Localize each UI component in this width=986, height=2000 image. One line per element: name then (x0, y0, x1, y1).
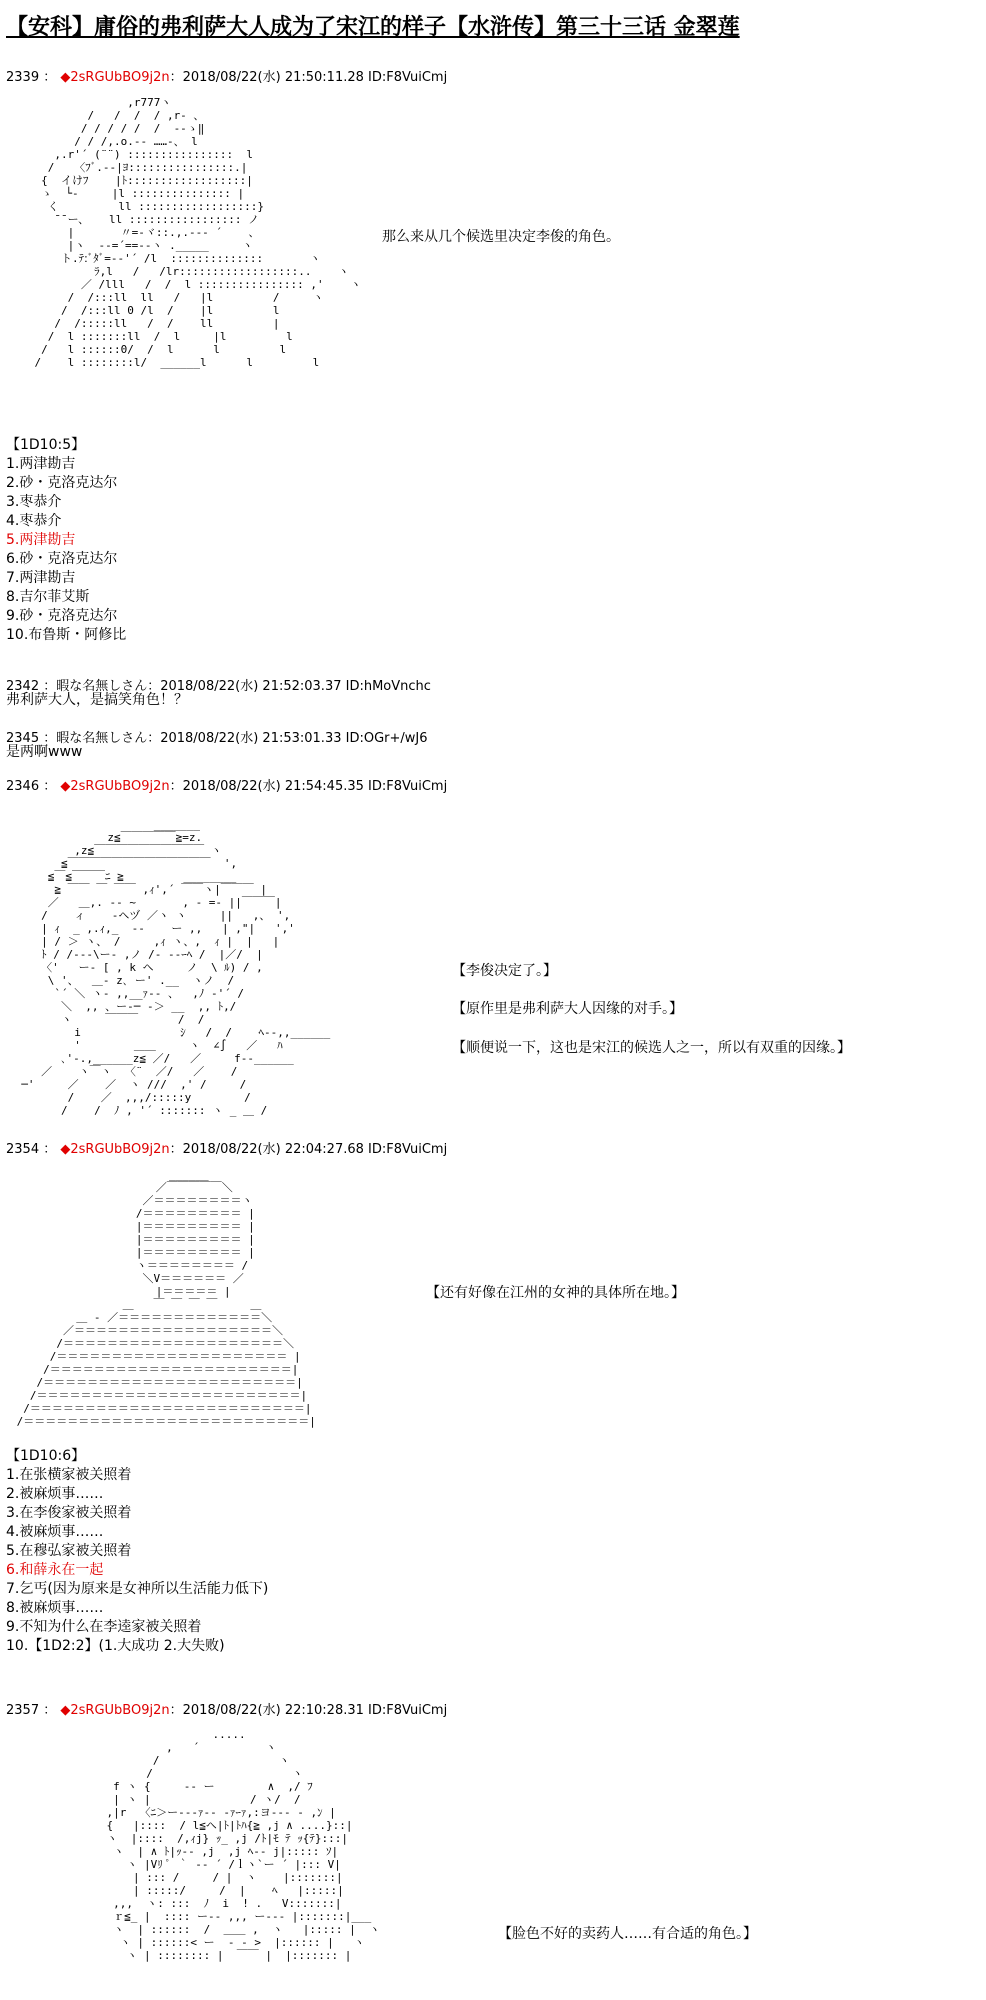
post-text-2354: 【还有好像在江州的女神的具体所在地。】 (426, 1285, 685, 1301)
post-text-2339: 那么来从几个候选里决定李俊的角色。 (382, 229, 620, 245)
dice-option: 10.布鲁斯・阿修比 (6, 627, 127, 643)
dice-option: 5.在穆弘家被关照着 (6, 1543, 132, 1559)
poster-trip: ◆2sRGUbBO9j2n (60, 1142, 170, 1157)
poster-trip: ◆2sRGUbBO9j2n (60, 1703, 170, 1718)
dice-option: 8.吉尔菲艾斯 (6, 589, 90, 605)
post-datetime-id: ：2018/08/22(水) 21:50:11.28 ID:F8VuiCmj (169, 70, 448, 85)
dice-option: 6.和薛永在一起 (6, 1562, 104, 1578)
poster-trip: ◆2sRGUbBO9j2n (60, 70, 170, 85)
dice-option: 8.被麻烦事…… (6, 1600, 104, 1616)
post-header-2354: 2354 ： ◆2sRGUbBO9j2n：2018/08/22(水) 22:04:27.68 ID:F8VuiCmj (6, 1142, 448, 1157)
dice-option: 3.枣恭介 (6, 494, 62, 510)
thread-title[interactable]: 【安科】庸俗的弗利萨大人成为了宋江的样子【水浒传】第三十三话 金翠莲 (6, 15, 740, 40)
post-text-line: 【顺便说一下，这也是宋江的候选人之一，所以有双重的因缘。】 (452, 1040, 851, 1056)
dice-option: 1.在张横家被关照着 (6, 1467, 132, 1483)
post-header-2342: 2342 ：暇な名無しさん：2018/08/22(水) 21:52:03.37 ID:hMoVnchc (6, 679, 431, 694)
ascii-art-character: ..... , ´ ヽ / ヽ / ヽ f ヽ { -- ー ∧ ,/ ﾌ | ヽ | / ヽ/ / ,|r 〈ﾆ＞ー---ｧ-‐ ‐ｧｰｧ,:ヨ‐-- - ,ﾝ | { |:::: / l≦ヘ|ﾄ|ﾄﾊ{≧ ,j ∧ ....}::| ヽ |:::: /,ｨj} ｯ_ ,j /ﾄ|ﾓ ﾃ ｯ{ﾃ}:::| ヽ | ∧ ﾄ|ｯ-- ,j ,j ﾍ-- j|::::: ｿ| ヽ |Vﾘ ﾟ ｀ -- ´ /ｌヽ`ー ´ |::: V| | ::: / / | ヽ |:::::::| | :::::/ / | ﾍ |:::::| ,,, ヽ: ::: ﾉ i ! . V:::::::| ｒ≦_ | :::: ー-- ,,, ー--- |:::::::|___ ヽ | :::::: / ＿＿ , ヽ |::::: | ヽ ヽ | ::::::< ー ‐ ‐ > |:::::: | ヽ ヽ | :::::::: | ￣￣ | |::::::: | (106, 1728, 381, 1962)
dice-option: 4.枣恭介 (6, 513, 62, 529)
dice-roll-label: 【1D10:5】 (6, 437, 86, 453)
post-datetime-id: ：2018/08/22(水) 22:10:28.31 ID:F8VuiCmj (169, 1703, 448, 1718)
thread-title-bar (0, 0, 986, 62)
post-header-2346: 2346 ： ◆2sRGUbBO9j2n：2018/08/22(水) 21:54:45.35 ID:F8VuiCmj (6, 779, 448, 794)
dice-options-list (6, 455, 126, 645)
post-number[interactable]: 2346 (6, 779, 40, 794)
post-header-2345: 2345 ：暇な名無しさん：2018/08/22(水) 21:53:01.33 ID:OGr+/wJ6 (6, 731, 428, 746)
post-number[interactable]: 2354 (6, 1142, 40, 1157)
post-datetime-id: ：2018/08/22(水) 22:04:27.68 ID:F8VuiCmj (169, 1142, 448, 1157)
post-number[interactable]: 2339 (6, 70, 40, 85)
dice-option: 2.被麻烦事…… (6, 1486, 104, 1502)
dice-roll-label: 【1D10:6】 (6, 1448, 86, 1464)
ascii-art-character: ,r777ヽ / / / / ,r- 、 / / / / / / -‐ゝ‖ / / /,.o.-‐ ……‐、 l ,.r'´ (¨¨) :::::::::::::::: l / 〈ﾌﾞ.‐-|ﾖ::::::::::::::::.| { イけﾌ |ﾄ::::::::::::::::::| ゝ └‐ |l ::::::::::::::: | く ll ::::::::::::::::::} ̄ ̄ ー、 ll ::::::::::::::::: ノ | 〃=‐ヾ::.,.-‐‐ ´ 、 |ヽ -‐=´==-‐ヽ ._____ ヽ ト.ﾃ:ﾞﾀﾞ=-‐'´ /l :::::::::::::: ヽ ﾗ,l / /lr::::::::::::::::::.. ヽ ／ /lll / / l :::::::::::::::: ,' ヽ / /:::ll ll / |l / ヽ / /:::ll 0 /l / |l l / /:::::ll / / ll | / l :::::::ll / l |l l / l ::::::0/ / l l l / l ::::::::l/ ______l l l (34, 96, 362, 369)
poster-trip: ◆2sRGUbBO9j2n (60, 779, 170, 794)
dice-option: 9.砂・克洛克达尔 (6, 608, 118, 624)
dice-options-list (6, 1466, 268, 1656)
post-datetime-id: ：2018/08/22(水) 21:54:45.35 ID:F8VuiCmj (169, 779, 448, 794)
ascii-art-character: ______ ／￣￣￣￣￣＼ ／＝＝＝＝＝＝＝＝ヽ /＝＝＝＝＝＝＝＝＝ | |＝＝＝＝＝＝＝＝＝ | |＝＝＝＝＝＝＝＝＝ | |＝＝＝＝＝＝＝＝＝ | ヽ＝＝＝＝＝＝＝＝ / ＼V＝＝＝＝＝＝ ／ |＝＝＝＝＝ | ＿ ￣ ￣ ￣ ￣ ＿ ＿ ‐ ／＝＝＝＝＝＝＝＝＝＝＝＝＝＼ ／＝＝＝＝＝＝＝＝＝＝＝＝＝＝＝＝＝＝＼ /＝＝＝＝＝＝＝＝＝＝＝＝＝＝＝＝＝＝＝＝＼ /＝＝＝＝＝＝＝＝＝＝＝＝＝＝＝＝＝＝＝＝＝ | /＝＝＝＝＝＝＝＝＝＝＝＝＝＝＝＝＝＝＝＝＝＝| /＝＝＝＝＝＝＝＝＝＝＝＝＝＝＝＝＝＝＝＝＝＝＝| /＝＝＝＝＝＝＝＝＝＝＝＝＝＝＝＝＝＝＝＝＝＝＝＝| /＝＝＝＝＝＝＝＝＝＝＝＝＝＝＝＝＝＝＝＝＝＝＝＝＝| /＝＝＝＝＝＝＝＝＝＝＝＝＝＝＝＝＝＝＝＝＝＝＝＝＝＝| (16, 1168, 316, 1428)
dice-option: 5.两津勘吉 (6, 532, 76, 548)
dice-option: 3.在李俊家被关照着 (6, 1505, 132, 1521)
dice-option: 2.砂・克洛克达尔 (6, 475, 118, 491)
dice-option: 1.两津勘吉 (6, 456, 76, 472)
dice-option: 7.两津勘吉 (6, 570, 76, 586)
post-text-line: 【原作里是弗利萨大人因缘的对手。】 (452, 1001, 683, 1017)
dice-option: 4.被麻烦事…… (6, 1524, 104, 1540)
post-header-2339: 2339 ： ◆2sRGUbBO9j2n：2018/08/22(水) 21:50:11.28 ID:F8VuiCmj (6, 70, 448, 85)
dice-option: 7.乞丐(因为原来是女神所以生活能力低下) (6, 1581, 269, 1597)
post-text-line: 【李俊决定了。】 (452, 963, 557, 979)
post-text-2345: 是两啊www (6, 744, 83, 760)
dice-option: 6.砂・克洛克达尔 (6, 551, 118, 567)
post-text-2342: 弗利萨大人，是搞笑角色！？ (6, 692, 188, 708)
post-number[interactable]: 2357 (6, 1703, 40, 1718)
post-header-2357: 2357 ： ◆2sRGUbBO9j2n：2018/08/22(水) 22:10:28.31 ID:F8VuiCmj (6, 1703, 448, 1718)
dice-option: 9.不知为什么在李逵家被关照着 (6, 1619, 202, 1635)
ascii-art-character: _______ z≦￣￣￣￣￣≧=z. ,z≦￣￣￣￣￣￣￣￣￣￣ ヽ ≦￣￣￣￣￣￣￣￣￣￣￣￣￣ ', ≦￣≦￣￣￣ﾆ ≧ ________ ≧ ￣￣ ￣ ￣￣ ,ｨ',´ ￣￣ヽ|￣￣￣ | ／ ＿,. ‐‐ ~ , ‐ =‐ ||￣￣￣| / ィ ‐ヘヅ ／ヽ ヽ || ,、 ', | ｨ _ ,.ｨ,_ -- ー ,, | ,"| ',' | / ＞ ヽ、 / ,ｨ ヽ、, ｨ | | | ﾄ / /‐--\ー‐ ,ノ /‐ --ｰﾍ / |／/ | 〈' ー‐ [ , k ヘ ノ \ ﾙ) / , \ '、 ＿‐ z､ ー' .__ ヽノ / `´ ＼ ヽ- ,,__ｧ-‐ 、 ,ﾉ ‐'´ / ＼ ,, 、ー‐─ ‐＞ __ ,, ﾄ,/ ヽ ￣￣￣ / / i ｼ / / ﾍ--,,______ ' ＿＿ ヽ ∠∫ ／ ﾊ ､'-.,______z≦ ／/ ／ f-‐______ ／ ヽ￣ヽ 〈¨ ／/ ／ / ─' ／ ／ ヽ /// ,' / / / ／ ,,,/:::::y / / / ﾉ , '´ ::::::: ヽ _ ＿ / (21, 818, 331, 1117)
dice-option: 10.【1D2:2】(1.大成功 2.大失败) (6, 1638, 225, 1654)
post-text-2357: 【脸色不好的卖药人……有合适的角色。】 (498, 1926, 757, 1942)
